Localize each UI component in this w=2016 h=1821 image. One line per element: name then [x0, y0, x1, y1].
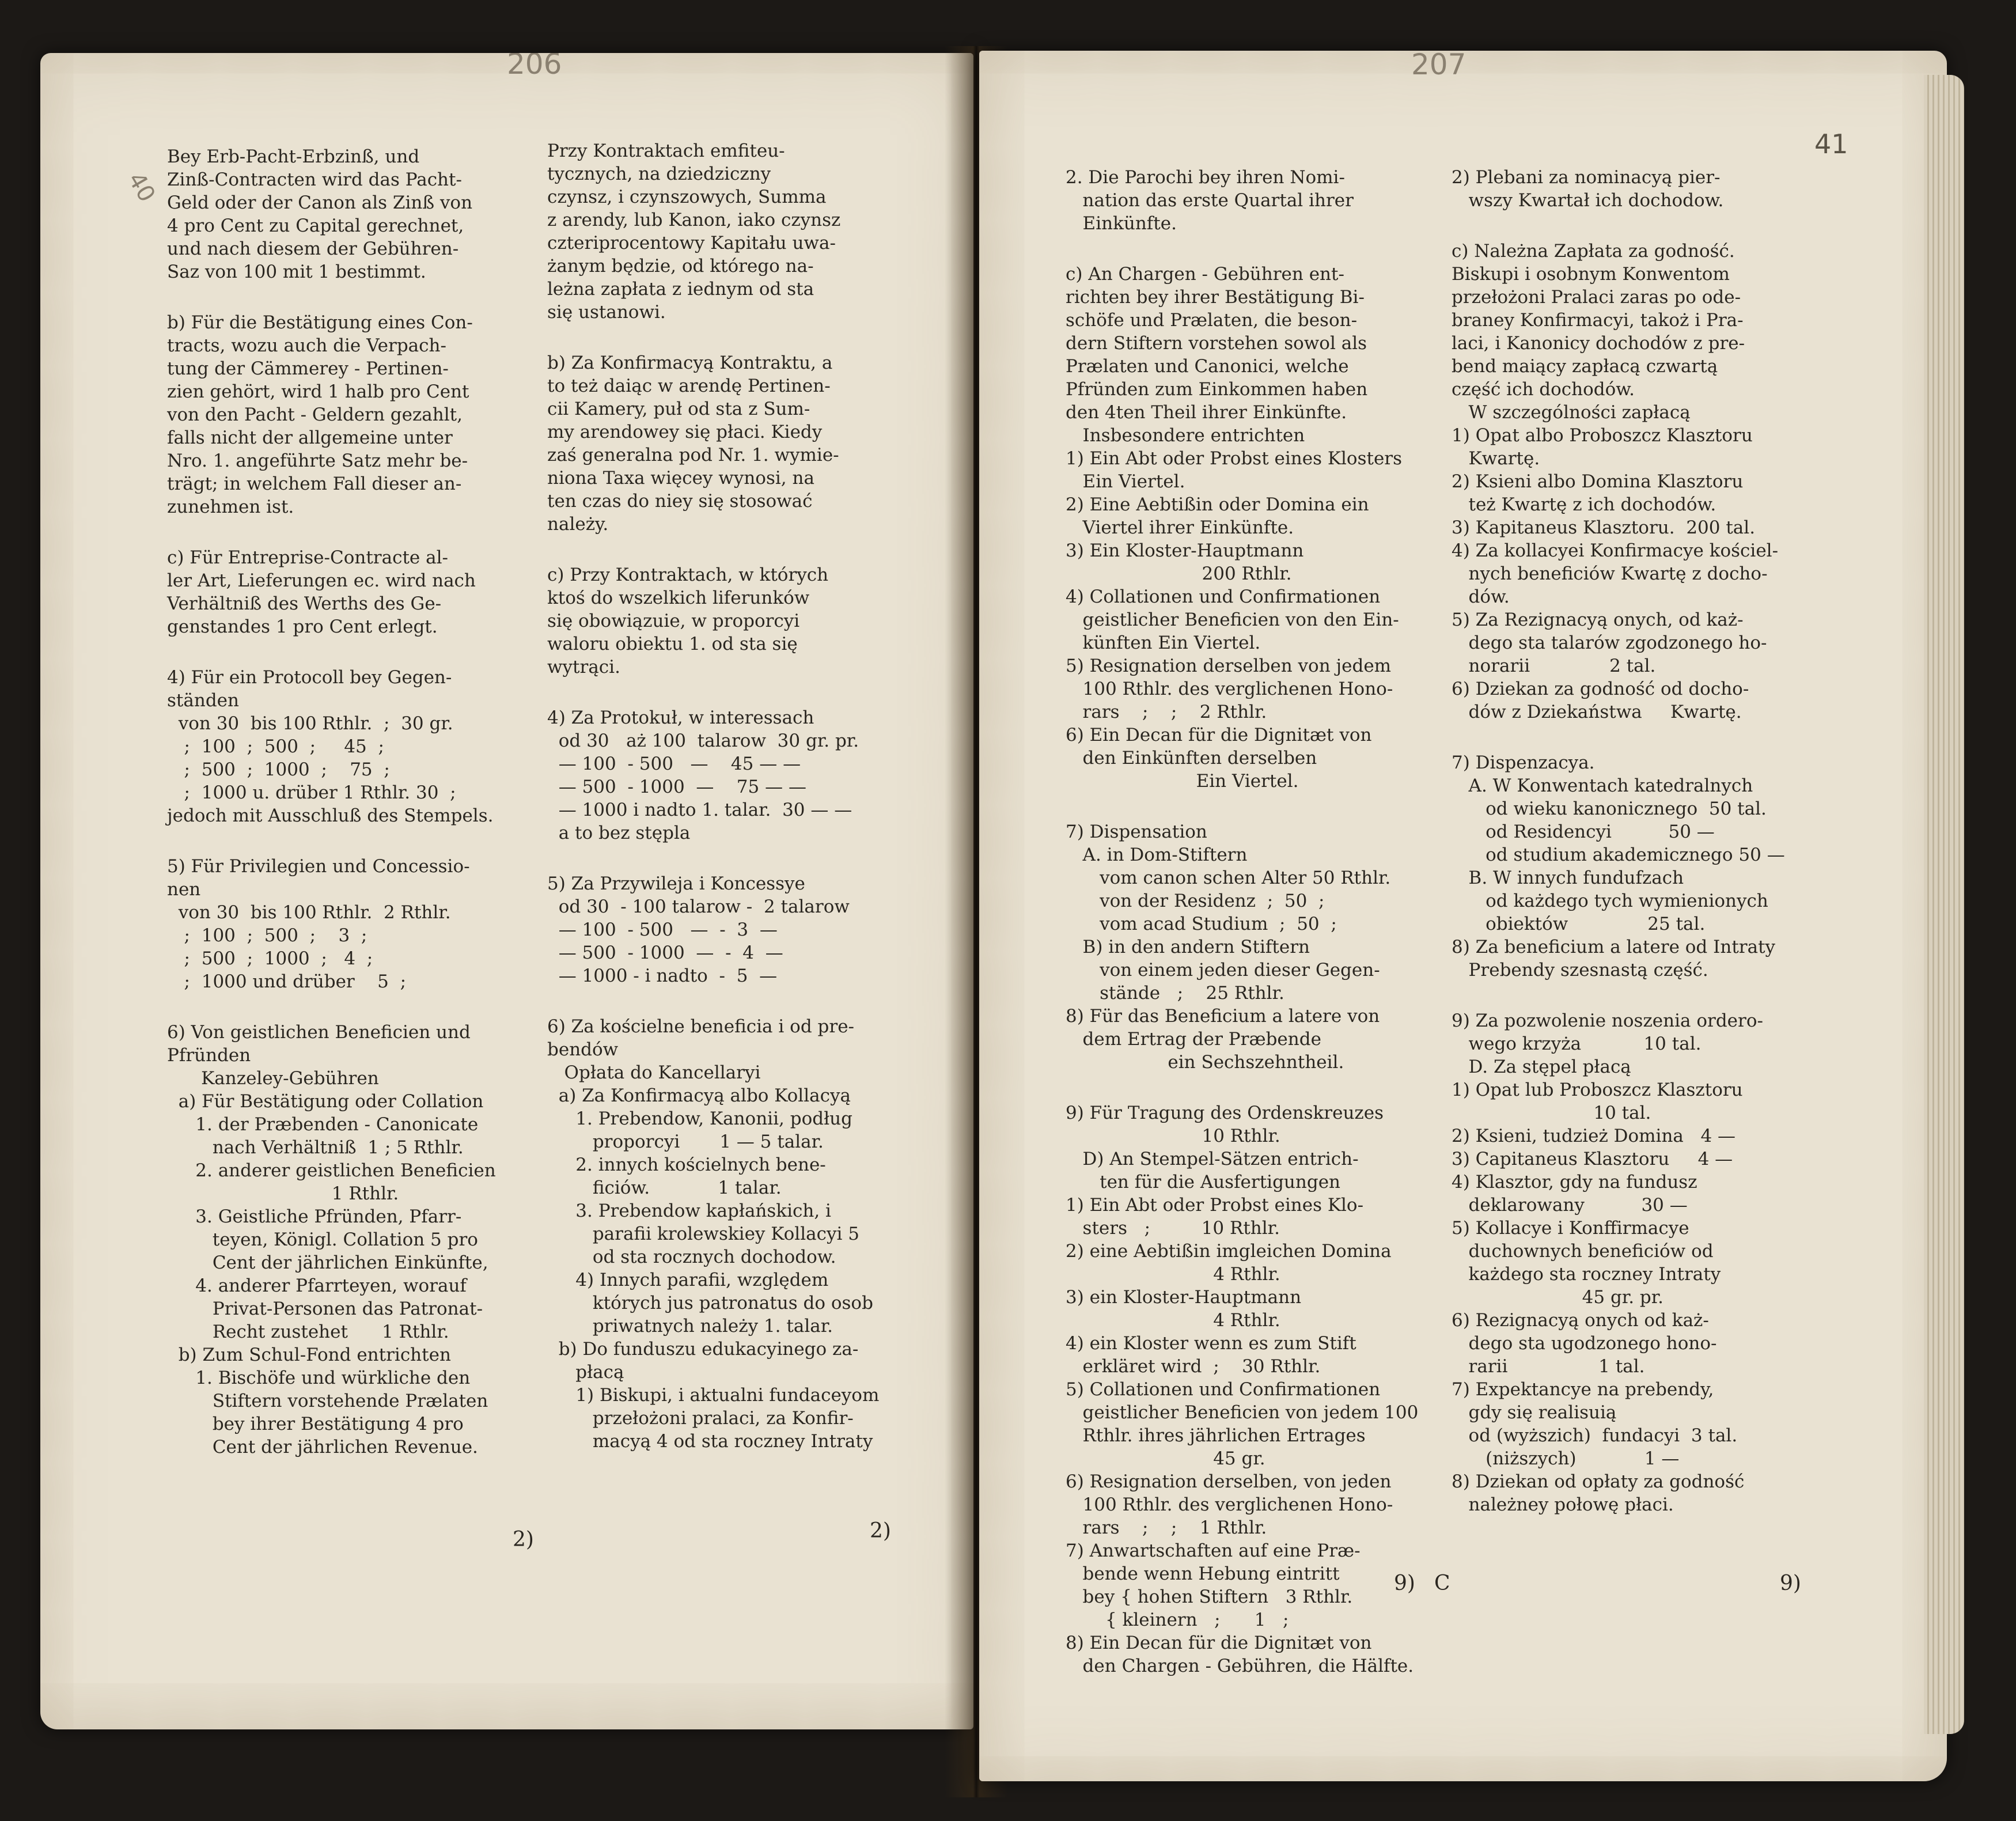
text-line: część ich dochodów.: [1452, 379, 1635, 400]
text-line: und nach diesem der Gebühren-: [167, 238, 459, 259]
text-line: geistlicher Beneficien von jedem 100: [1066, 1402, 1419, 1423]
text-block: [1452, 1009, 1889, 1516]
text-line: też Kwartę z ich dochodów.: [1452, 494, 1716, 515]
text-line: Cent der jährlichen Einkünfte,: [167, 1252, 488, 1273]
text-line: rars ; ; 2 Rthlr.: [1066, 702, 1267, 722]
text-line: 6) Von geistlichen Beneficien und: [167, 1022, 471, 1043]
text-line: 7) Expektancye na prebendy,: [1452, 1379, 1714, 1400]
text-line: należy.: [547, 514, 609, 535]
text-line: a) Za Konfirmacyą albo Kollacyą: [547, 1085, 851, 1106]
text-line: dern Stiftern vorstehen sowol als: [1066, 333, 1367, 354]
text-line: c) Für Entreprise-Contracte al-: [167, 547, 448, 568]
text-line: — 1000 - i nadto - 5 —: [547, 966, 778, 986]
page-edges: [1924, 75, 1964, 1734]
text-line: 5) Kollacye i Konffirmacye: [1452, 1218, 1689, 1239]
text-line: von der Residenz ; 50 ;: [1066, 891, 1325, 911]
text-line: my arendowey się płaci. Kiedy: [547, 422, 823, 442]
text-line: 8) Ein Decan für die Dignitæt von: [1066, 1633, 1372, 1653]
text-line: Pfründen zum Einkommen haben: [1066, 379, 1368, 400]
text-line: 3) Kapitaneus Klasztoru. 200 tal.: [1452, 517, 1756, 538]
text-line: A. W Konwentach katedralnych: [1452, 775, 1753, 796]
text-line: przełożoni pralaci, za Konfir-: [547, 1408, 854, 1429]
text-line: { kleinern ; 1 ;: [1066, 1610, 1289, 1630]
text-line: macyą 4 od sta roczney Intraty: [547, 1431, 873, 1452]
text-line: Einkünfte.: [1066, 213, 1177, 234]
text-line: W szczególności zapłacą: [1452, 402, 1691, 423]
text-line: 4) Za kollacyei Konfirmacye kościel-: [1452, 540, 1779, 561]
text-line: 6) Za kościelne beneficia i od pre-: [547, 1016, 855, 1037]
text-line: 1. Bischöfe und würkliche den: [167, 1368, 471, 1388]
text-block: [1452, 240, 1889, 724]
text-line: Przy Kontraktach emfiteu-: [547, 141, 785, 161]
text-block: [1066, 820, 1503, 1074]
text-line: von den Pacht - Geldern gezahlt,: [167, 404, 463, 425]
text-line: bey ihrer Bestätigung 4 pro: [167, 1414, 464, 1434]
text-block: [1452, 166, 1889, 212]
text-line: c) Należna Zapłata za godność.: [1452, 241, 1735, 262]
text-line: 5) Collationen und Confirmationen: [1066, 1379, 1381, 1400]
text-line: bey { hohen Stiftern 3 Rthlr.: [1066, 1587, 1353, 1607]
text-line: den Einkünften derselben: [1066, 748, 1317, 768]
text-line: 4) ein Kloster wenn es zum Stift: [1066, 1333, 1356, 1354]
text-line: Bey Erb-Pacht-Erbzinß, und: [167, 146, 420, 167]
text-line: zien gehört, wird 1 halb pro Cent: [167, 381, 469, 402]
text-line: schöfe und Prælaten, die beson-: [1066, 310, 1358, 331]
text-line: — 500 - 1000 — 75 — —: [547, 777, 806, 797]
pencil-page-number: 206: [507, 53, 562, 81]
text-line: von 30 bis 100 Rthlr. ; 30 gr.: [167, 713, 453, 734]
text-line: 8) Za beneficium a latere od Intraty: [1452, 937, 1776, 957]
text-block: [1066, 166, 1503, 235]
text-line: od każdego tych wymienionych: [1452, 891, 1768, 911]
text-line: 7) Dispensation: [1066, 821, 1207, 842]
text-line: B) in den andern Stiftern: [1066, 937, 1310, 957]
text-line: dego sta ugodzonego hono-: [1452, 1333, 1717, 1354]
text-line: 4 Rthlr.: [1066, 1264, 1280, 1285]
text-line: von einem jeden dieser Gegen-: [1066, 960, 1380, 980]
text-block: [547, 139, 950, 324]
text-line: Insbesondere entrichten: [1066, 425, 1305, 446]
text-line: obiektów 25 tal.: [1452, 914, 1706, 934]
text-line: Cent der jährlichen Revenue.: [167, 1437, 478, 1457]
text-line: — 100 - 500 — 45 — —: [547, 754, 801, 774]
text-line: a to bez stępla: [547, 823, 691, 843]
text-line: tung der Cämmerey - Pertinen-: [167, 358, 449, 379]
text-line: rars ; ; 1 Rthlr.: [1066, 1517, 1267, 1538]
text-line: 3. Prebendow kapłańskich, i: [547, 1201, 831, 1221]
text-line: 200 Rthlr.: [1066, 563, 1292, 584]
text-line: deklarowany 30 —: [1452, 1195, 1688, 1216]
text-line: to też daiąc w arendę Pertinen-: [547, 376, 831, 396]
catchword-german: 9): [1394, 1572, 1415, 1595]
text-line: 45 gr.: [1066, 1448, 1265, 1469]
text-line: Biskupi i osobnym Konwentom: [1452, 264, 1730, 285]
text-line: bende wenn Hebung eintritt: [1066, 1563, 1340, 1584]
text-line: czteriprocentowy Kapitału uwa-: [547, 233, 836, 253]
text-line: przełożoni Pralaci zaras po ode-: [1452, 287, 1741, 308]
text-line: nych beneficiów Kwartę z docho-: [1452, 563, 1768, 584]
text-line: 4) Klasztor, gdy na fundusz: [1452, 1172, 1697, 1192]
text-line: rarii 1 tal.: [1452, 1356, 1645, 1377]
text-line: jedoch mit Ausschluß des Stempels.: [167, 805, 494, 826]
text-line: Pfründen: [167, 1045, 251, 1066]
text-line: płacą: [547, 1362, 624, 1383]
text-line: 1) Biskupi, i aktualni fundaceyom: [547, 1385, 880, 1406]
text-line: a) Für Bestätigung oder Collation: [167, 1091, 484, 1112]
text-line: Kanzeley-Gebühren: [167, 1068, 379, 1089]
text-block: [1452, 751, 1889, 982]
text-line: erkläret wird ; 30 Rthlr.: [1066, 1356, 1321, 1377]
text-line: bendów: [547, 1039, 619, 1060]
text-line: zunehmen ist.: [167, 497, 294, 517]
text-line: 2) Ksieni, tudzież Domina 4 —: [1452, 1126, 1736, 1146]
text-block: [167, 546, 570, 638]
corner-mark: 41: [1814, 128, 1848, 160]
text-line: od studium akademicznego 50 —: [1452, 845, 1785, 865]
text-line: Recht zustehet 1 Rthlr.: [167, 1322, 449, 1342]
text-line: nen: [167, 879, 201, 900]
catchword-german: 2): [513, 1528, 534, 1551]
text-line: 8) Dziekan od opłaty za godność: [1452, 1471, 1745, 1492]
text-block: [1066, 263, 1503, 793]
text-line: Verhältniß des Werths des Ge-: [167, 593, 442, 614]
catchword-polish: 2): [870, 1519, 891, 1543]
text-line: od sta rocznych dochodow.: [547, 1247, 836, 1267]
text-line: Geld oder der Canon als Zinß von: [167, 192, 473, 213]
text-line: ten czas do niey się stosować: [547, 491, 813, 512]
text-line: czynsz, i czynszowych, Summa: [547, 187, 827, 207]
text-line: 5) Za Rezignacyą onych, od każ-: [1452, 609, 1744, 630]
text-line: 10 Rthlr.: [1066, 1126, 1280, 1146]
text-line: 1 Rthlr.: [167, 1183, 399, 1204]
text-line: b) Für die Bestätigung eines Con-: [167, 312, 473, 333]
text-line: b) Do funduszu edukacyinego za-: [547, 1339, 859, 1360]
text-line: 5) Für Privilegien und Concessio-: [167, 856, 470, 877]
polish-column: [1452, 166, 1889, 1544]
text-block: [547, 872, 950, 987]
text-line: Nro. 1. angeführte Satz mehr be-: [167, 450, 468, 471]
text-line: ein Sechszehntheil.: [1066, 1052, 1344, 1073]
left-page: [40, 53, 973, 1729]
text-line: 4. anderer Pfarrteyen, worauf: [167, 1275, 467, 1296]
text-line: 3. Geistliche Pfründen, Pfarr-: [167, 1206, 462, 1227]
text-line: 5) Za Przywileja i Koncessye: [547, 873, 805, 894]
text-line: nation das erste Quartal ihrer: [1066, 190, 1354, 211]
text-line: von 30 bis 100 Rthlr. 2 Rthlr.: [167, 902, 451, 923]
text-line: braney Konfirmacyi, takoż i Pra-: [1452, 310, 1744, 331]
text-line: b) Zum Schul-Fond entrichten: [167, 1345, 451, 1365]
text-line: wytrąci.: [547, 657, 620, 677]
text-line: 4) Collationen und Confirmationen: [1066, 586, 1381, 607]
text-line: priwatnych należy 1. talar.: [547, 1316, 833, 1337]
text-block: [547, 1015, 950, 1453]
text-line: od wieku kanonicznego 50 tal.: [1452, 798, 1767, 819]
text-line: 6) Ein Decan für die Dignitæt von: [1066, 725, 1372, 745]
text-line: c) An Chargen - Gebühren ent-: [1066, 264, 1344, 285]
text-line: 3) ein Kloster-Hauptmann: [1066, 1287, 1302, 1308]
polish-column: [547, 139, 950, 1481]
text-line: Saz von 100 mit 1 bestimmt.: [167, 262, 426, 282]
text-line: Ein Viertel.: [1066, 471, 1185, 492]
text-line: Opłata do Kancellaryi: [547, 1062, 761, 1083]
text-line: parafii krolewskiey Kollacyi 5: [547, 1224, 859, 1244]
text-line: c) Przy Kontraktach, w których: [547, 565, 829, 585]
text-line: 7) Dispenzacya.: [1452, 752, 1595, 773]
text-block: [167, 311, 570, 518]
right-page: [979, 51, 1947, 1781]
text-line: 1. der Præbenden - Canonicate: [167, 1114, 479, 1135]
text-line: 5) Resignation derselben von jedem: [1066, 656, 1392, 676]
text-line: 4) Für ein Protocoll bey Gegen-: [167, 667, 452, 688]
text-line: ktoś do wszelkich liferunków: [547, 588, 810, 608]
text-line: 6) Rezignacyą onych od każ-: [1452, 1310, 1709, 1331]
text-line: duchownych beneficiów od: [1452, 1241, 1714, 1262]
text-line: 100 Rthlr. des verglichenen Hono-: [1066, 1494, 1393, 1515]
text-line: nach Verhältniß 1 ; 5 Rthlr.: [167, 1137, 464, 1158]
text-line: 3) Ein Kloster-Hauptmann: [1066, 540, 1304, 561]
text-line: bend maiący zapłacą czwartą: [1452, 356, 1718, 377]
text-line: D) An Stempel-Sätzen entrich-: [1066, 1149, 1359, 1169]
text-line: den 4ten Theil ihrer Einkünfte.: [1066, 402, 1347, 423]
text-line: den Chargen - Gebühren, die Hälfte.: [1066, 1656, 1414, 1676]
text-line: 1. Prebendow, Kanonii, podług: [547, 1108, 852, 1129]
text-line: 9) Für Tragung des Ordenskreuzes: [1066, 1103, 1384, 1123]
text-line: genstandes 1 pro Cent erlegt.: [167, 616, 438, 637]
text-line: Kwartę.: [1452, 448, 1540, 469]
text-line: — 500 - 1000 — - 4 —: [547, 942, 783, 963]
text-block: [167, 1021, 570, 1459]
german-column: [167, 145, 570, 1486]
text-line: 45 gr. pr.: [1452, 1287, 1664, 1308]
text-line: 8) Für das Beneficium a latere von: [1066, 1006, 1380, 1027]
text-line: Prebendy szesnastą część.: [1452, 960, 1708, 980]
text-line: zaś generalna pod Nr. 1. wymie-: [547, 445, 839, 465]
german-column: [1066, 166, 1503, 1705]
text-line: 3) Capitaneus Klasztoru 4 —: [1452, 1149, 1733, 1169]
text-line: (niższych) 1 —: [1452, 1448, 1680, 1469]
text-line: Prælaten und Canonici, welche: [1066, 356, 1349, 377]
pencil-page-number: 207: [1411, 51, 1466, 81]
text-line: ficiów. 1 talar.: [547, 1178, 782, 1198]
text-line: 4 pro Cent zu Capital gerechnet,: [167, 215, 464, 236]
text-line: Zinß-Contracten wird das Pacht-: [167, 169, 462, 190]
text-line: 1) Ein Abt oder Probst eines Klo-: [1066, 1195, 1364, 1216]
text-line: Stiftern vorstehende Prælaten: [167, 1391, 488, 1411]
text-line: ten für die Ausfertigungen: [1066, 1172, 1341, 1192]
text-line: cii Kamery, puł od sta z Sum-: [547, 399, 810, 419]
text-line: dego sta talarów zgodzonego ho-: [1452, 633, 1767, 653]
text-line: należney połowę płaci.: [1452, 1494, 1674, 1515]
text-line: 2) eine Aebtißin imgleichen Domina: [1066, 1241, 1392, 1262]
text-line: ; 500 ; 1000 ; 75 ;: [167, 759, 390, 780]
text-block: [167, 666, 570, 827]
text-line: ständen: [167, 690, 239, 711]
text-line: wego krzyża 10 tal.: [1452, 1033, 1702, 1054]
text-line: 4 Rthlr.: [1066, 1310, 1280, 1331]
text-line: 4) Innych parafii, względem: [547, 1270, 829, 1290]
text-line: sters ; 10 Rthlr.: [1066, 1218, 1280, 1239]
text-line: tycznych, na dziedziczny: [547, 164, 771, 184]
text-line: ; 1000 und drüber 5 ;: [167, 971, 407, 992]
corner-mark: 40: [122, 168, 161, 207]
text-line: dów z Dziekaństwa Kwartę.: [1452, 702, 1742, 722]
text-line: künften Ein Viertel.: [1066, 633, 1261, 653]
text-line: 1) Opat albo Proboszcz Klasztoru: [1452, 425, 1753, 446]
text-line: których jus patronatus do osob: [547, 1293, 873, 1313]
text-block: [167, 855, 570, 993]
text-line: gdy się realisuią: [1452, 1402, 1617, 1423]
text-line: vom canon schen Alter 50 Rthlr.: [1066, 868, 1391, 888]
text-line: vom acad Studium ; 50 ;: [1066, 914, 1337, 934]
text-line: norarii 2 tal.: [1452, 656, 1656, 676]
text-line: geistlicher Beneficien von den Ein-: [1066, 609, 1399, 630]
catchword-polish: 9): [1780, 1572, 1801, 1595]
text-line: niona Taxa więcey wynosi, na: [547, 468, 814, 489]
text-line: Viertel ihrer Einkünfte.: [1066, 517, 1294, 538]
text-line: B. W innych fundufzach: [1452, 868, 1684, 888]
text-line: się obowiązuie, w proporcyi: [547, 611, 800, 631]
text-line: stände ; 25 Rthlr.: [1066, 983, 1284, 1004]
text-line: teyen, Königl. Collation 5 pro: [167, 1229, 478, 1250]
text-line: proporcyi 1 — 5 talar.: [547, 1131, 824, 1152]
text-line: waloru obiektu 1. od sta się: [547, 634, 798, 654]
text-line: 2) Ksieni albo Domina Klasztoru: [1452, 471, 1744, 492]
text-line: richten bey ihrer Bestätigung Bi-: [1066, 287, 1365, 308]
text-line: wszy Kwartał ich dochodow.: [1452, 190, 1724, 211]
text-line: dem Ertrag der Præbende: [1066, 1029, 1321, 1050]
signature-mark: C: [1434, 1572, 1450, 1595]
text-line: od (wyższich) fundacyi 3 tal.: [1452, 1425, 1738, 1446]
text-line: 10 tal.: [1452, 1103, 1651, 1123]
text-block: [547, 351, 950, 536]
text-line: z arendy, lub Kanon, iako czynsz: [547, 210, 841, 230]
text-line: 6) Dziekan za godność od docho-: [1452, 679, 1749, 699]
text-line: trägt; in welchem Fall dieser an-: [167, 474, 462, 494]
text-line: 4) Za Protokuł, w interessach: [547, 707, 814, 728]
text-line: 2. innych kościelnych bene-: [547, 1154, 826, 1175]
text-line: od 30 aż 100 talarow 30 gr. pr.: [547, 730, 859, 751]
text-line: się ustanowi.: [547, 302, 666, 323]
text-block: [547, 563, 950, 679]
text-line: — 100 - 500 — - 3 —: [547, 919, 778, 940]
text-line: ler Art, Lieferungen ec. wird nach: [167, 570, 476, 591]
text-line: od 30 - 100 talarow - 2 talarow: [547, 896, 850, 917]
text-line: A. in Dom-Stiftern: [1066, 845, 1248, 865]
text-line: 1) Opat lub Proboszcz Klasztoru: [1452, 1080, 1743, 1100]
text-line: każdego sta roczney Intraty: [1452, 1264, 1721, 1285]
text-line: od Residencyi 50 —: [1452, 821, 1715, 842]
text-line: 7) Anwartschaften auf eine Præ-: [1066, 1540, 1361, 1561]
text-line: 1) Ein Abt oder Probst eines Klosters: [1066, 448, 1403, 469]
text-line: tracts, wozu auch die Verpach-: [167, 335, 446, 356]
text-line: falls nicht der allgemeine unter: [167, 427, 453, 448]
text-line: ; 100 ; 500 ; 45 ;: [167, 736, 384, 757]
text-line: leżna zapłata z iednym od sta: [547, 279, 814, 300]
text-line: Privat-Personen das Patronat-: [167, 1298, 483, 1319]
text-block: [167, 145, 570, 283]
text-line: 100 Rthlr. des verglichenen Hono-: [1066, 679, 1393, 699]
text-line: D. Za stępel płacą: [1452, 1057, 1631, 1077]
text-line: b) Za Konfirmacyą Kontraktu, a: [547, 353, 833, 373]
text-line: dów.: [1452, 586, 1510, 607]
text-line: Ein Viertel.: [1066, 771, 1299, 792]
text-line: ; 100 ; 500 ; 3 ;: [167, 925, 367, 946]
text-line: laci, i Kanonicy dochodów z pre-: [1452, 333, 1745, 354]
text-line: ; 1000 u. drüber 1 Rthlr. 30 ;: [167, 782, 456, 803]
text-line: 2) Eine Aebtißin oder Domina ein: [1066, 494, 1369, 515]
text-line: ; 500 ; 1000 ; 4 ;: [167, 948, 373, 969]
text-line: 9) Za pozwolenie noszenia ordero-: [1452, 1010, 1763, 1031]
text-block: [547, 706, 950, 845]
text-line: 2. anderer geistlichen Beneficien: [167, 1160, 496, 1181]
text-line: żanym będzie, od którego na-: [547, 256, 814, 277]
text-line: 6) Resignation derselben, von jeden: [1066, 1471, 1392, 1492]
text-line: 2. Die Parochi bey ihren Nomi-: [1066, 167, 1345, 188]
text-line: Rthlr. ihres jährlichen Ertrages: [1066, 1425, 1366, 1446]
text-line: — 1000 i nadto 1. talar. 30 — —: [547, 800, 852, 820]
text-line: 2) Plebani za nominacyą pier-: [1452, 167, 1721, 188]
